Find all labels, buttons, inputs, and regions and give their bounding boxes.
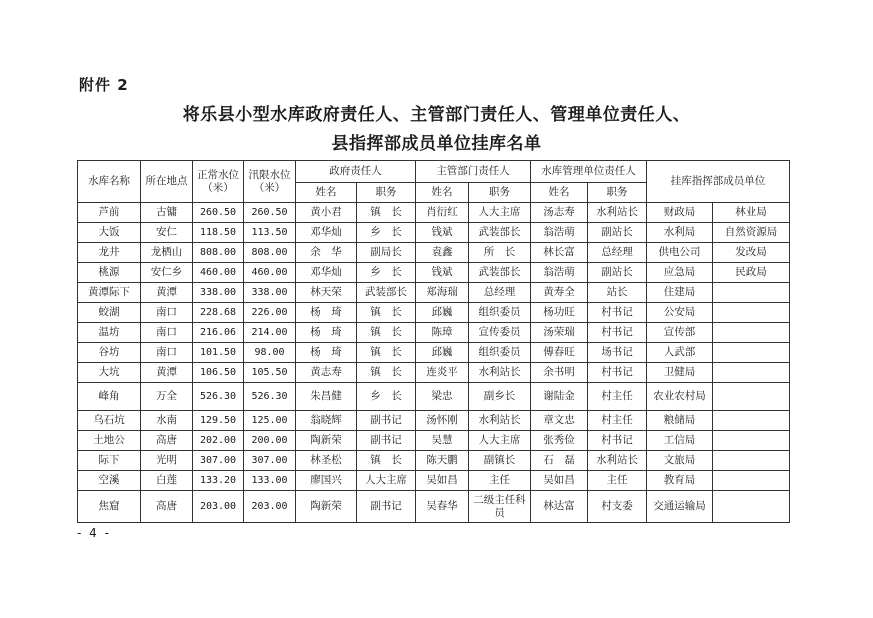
cell-dept-name: 吴慧 [416, 431, 469, 451]
cell-mgmt-name: 石 磊 [531, 451, 588, 471]
cell-normal-level: 133.20 [193, 471, 244, 491]
header-gov-name: 姓名 [296, 183, 357, 203]
cell-normal-level: 202.00 [193, 431, 244, 451]
cell-normal-level: 307.00 [193, 451, 244, 471]
cell-reservoir: 大饭 [78, 223, 141, 243]
cell-reservoir: 际下 [78, 451, 141, 471]
table-row [78, 343, 790, 363]
cell-flood-limit-level: 526.30 [244, 383, 296, 411]
cell-gov-post: 副书记 [357, 491, 416, 523]
cell-dept-name: 陈璋 [416, 323, 469, 343]
cell-location: 高唐 [141, 431, 193, 451]
table-row [78, 363, 790, 383]
cell-dept-name: 郑海瑞 [416, 283, 469, 303]
cell-dept-post: 组织委员 [469, 343, 531, 363]
cell-mgmt-post: 村书记 [588, 363, 647, 383]
cell-mgmt-name: 章文忠 [531, 411, 588, 431]
cell-gov-post: 副局长 [357, 243, 416, 263]
cell-normal-level: 460.00 [193, 263, 244, 283]
cell-dept-post: 人大主席 [469, 431, 531, 451]
cell-dept-name: 连炎平 [416, 363, 469, 383]
cell-location: 黄潭 [141, 363, 193, 383]
cell-normal-level: 216.06 [193, 323, 244, 343]
cell-flood-limit-level: 203.00 [244, 491, 296, 523]
cell-command-unit-2: 自然资源局 [713, 223, 790, 243]
cell-command-unit-1: 工信局 [647, 431, 713, 451]
cell-normal-level: 101.50 [193, 343, 244, 363]
cell-dept-name: 邱巍 [416, 343, 469, 363]
cell-command-unit-2 [713, 343, 790, 363]
cell-command-unit-2 [713, 411, 790, 431]
cell-reservoir: 乌石坑 [78, 411, 141, 431]
cell-dept-post: 人大主席 [469, 203, 531, 223]
cell-flood-limit-level: 133.00 [244, 471, 296, 491]
cell-reservoir: 芦前 [78, 203, 141, 223]
cell-flood-limit-level: 214.00 [244, 323, 296, 343]
cell-command-unit-1: 供电公司 [647, 243, 713, 263]
cell-gov-name: 邓华灿 [296, 223, 357, 243]
cell-mgmt-post: 村书记 [588, 323, 647, 343]
cell-command-unit-2: 林业局 [713, 203, 790, 223]
cell-mgmt-post: 副站长 [588, 263, 647, 283]
cell-flood-limit-level: 808.00 [244, 243, 296, 263]
cell-dept-name: 梁忠 [416, 383, 469, 411]
cell-flood-limit-level: 460.00 [244, 263, 296, 283]
cell-flood-limit-level: 307.00 [244, 451, 296, 471]
table-row [78, 263, 790, 283]
cell-mgmt-name: 张秀俭 [531, 431, 588, 451]
cell-command-unit-2 [713, 431, 790, 451]
cell-reservoir: 土地公 [78, 431, 141, 451]
table-row [78, 411, 790, 431]
cell-command-unit-1: 粮储局 [647, 411, 713, 431]
header-dept-post: 职务 [469, 183, 531, 203]
cell-gov-name: 黄志寿 [296, 363, 357, 383]
cell-command-unit-1: 宣传部 [647, 323, 713, 343]
header-mgmt-post: 职务 [588, 183, 647, 203]
cell-gov-name: 杨 琦 [296, 303, 357, 323]
cell-dept-name: 陈天鹏 [416, 451, 469, 471]
cell-mgmt-name: 傅春旺 [531, 343, 588, 363]
cell-gov-name: 黄小君 [296, 203, 357, 223]
cell-command-unit-2 [713, 383, 790, 411]
cell-normal-level: 203.00 [193, 491, 244, 523]
document-title-line-2: 县指挥部成员单位挂库名单 [331, 134, 542, 154]
cell-location: 安仁乡 [141, 263, 193, 283]
cell-mgmt-name: 翁浩萌 [531, 263, 588, 283]
cell-mgmt-name: 吴如昌 [531, 471, 588, 491]
cell-dept-post: 副镇长 [469, 451, 531, 471]
cell-reservoir: 焦窟 [78, 491, 141, 523]
cell-location: 万全 [141, 383, 193, 411]
cell-location: 龙栖山 [141, 243, 193, 263]
cell-mgmt-name: 翁浩萌 [531, 223, 588, 243]
page-number: - 4 - [77, 526, 111, 540]
cell-command-unit-2: 发改局 [713, 243, 790, 263]
cell-dept-name: 袁鑫 [416, 243, 469, 263]
cell-mgmt-post: 村书记 [588, 431, 647, 451]
cell-normal-level: 338.00 [193, 283, 244, 303]
cell-gov-name: 朱昌健 [296, 383, 357, 411]
cell-flood-limit-level: 226.00 [244, 303, 296, 323]
cell-gov-post: 镇 长 [357, 451, 416, 471]
cell-dept-post: 宣传委员 [469, 323, 531, 343]
cell-gov-name: 邓华灿 [296, 263, 357, 283]
cell-mgmt-name: 林长富 [531, 243, 588, 263]
table-row [78, 491, 790, 523]
reservoir-responsibility-table [77, 160, 790, 523]
cell-mgmt-post: 总经理 [588, 243, 647, 263]
cell-normal-level: 526.30 [193, 383, 244, 411]
cell-flood-limit-level: 113.50 [244, 223, 296, 243]
cell-command-unit-1: 农业农村局 [647, 383, 713, 411]
cell-dept-post: 水利站长 [469, 411, 531, 431]
cell-command-unit-1: 公安局 [647, 303, 713, 323]
cell-command-unit-1: 人武部 [647, 343, 713, 363]
cell-reservoir: 空溪 [78, 471, 141, 491]
cell-mgmt-post: 主任 [588, 471, 647, 491]
header-command-group: 挂库指挥部成员单位 [647, 161, 790, 203]
cell-location: 水南 [141, 411, 193, 431]
cell-dept-post: 武装部长 [469, 263, 531, 283]
cell-mgmt-name: 余书明 [531, 363, 588, 383]
cell-location: 黄潭 [141, 283, 193, 303]
cell-gov-name: 陶新荣 [296, 491, 357, 523]
cell-reservoir: 蛟湖 [78, 303, 141, 323]
cell-flood-limit-level: 98.00 [244, 343, 296, 363]
cell-gov-name: 杨 琦 [296, 323, 357, 343]
cell-command-unit-2 [713, 471, 790, 491]
cell-gov-post: 乡 长 [357, 263, 416, 283]
cell-gov-post: 人大主席 [357, 471, 416, 491]
table-row [78, 383, 790, 411]
cell-mgmt-post: 站长 [588, 283, 647, 303]
table-row [78, 223, 790, 243]
cell-reservoir: 桃源 [78, 263, 141, 283]
cell-flood-limit-level: 200.00 [244, 431, 296, 451]
cell-mgmt-name: 谢陆金 [531, 383, 588, 411]
cell-command-unit-2 [713, 323, 790, 343]
cell-normal-level: 260.50 [193, 203, 244, 223]
cell-mgmt-name: 黄寿全 [531, 283, 588, 303]
cell-dept-post: 副乡长 [469, 383, 531, 411]
cell-location: 白莲 [141, 471, 193, 491]
cell-mgmt-post: 水利站长 [588, 451, 647, 471]
cell-gov-name: 林天荣 [296, 283, 357, 303]
table-row [78, 243, 790, 263]
table-row [78, 323, 790, 343]
cell-gov-post: 副书记 [357, 431, 416, 451]
cell-normal-level: 118.50 [193, 223, 244, 243]
cell-location: 古镛 [141, 203, 193, 223]
cell-gov-name: 林圣松 [296, 451, 357, 471]
cell-dept-post: 二级主任科员 [469, 491, 531, 523]
cell-command-unit-1: 文旅局 [647, 451, 713, 471]
cell-reservoir: 峰角 [78, 383, 141, 411]
cell-location: 安仁 [141, 223, 193, 243]
cell-dept-name: 吴如昌 [416, 471, 469, 491]
attachment-label: 附件 2 [79, 76, 129, 94]
header-gov-post: 职务 [357, 183, 416, 203]
cell-gov-post: 镇 长 [357, 343, 416, 363]
header-normal-level: 正常水位（米） [193, 161, 244, 203]
cell-gov-name: 翁晓辉 [296, 411, 357, 431]
cell-command-unit-1: 应急局 [647, 263, 713, 283]
cell-gov-name: 陶新荣 [296, 431, 357, 451]
table-row [78, 283, 790, 303]
cell-flood-limit-level: 105.50 [244, 363, 296, 383]
header-mgmt-name: 姓名 [531, 183, 588, 203]
cell-flood-limit-level: 338.00 [244, 283, 296, 303]
cell-mgmt-post: 村主任 [588, 383, 647, 411]
table-row [78, 303, 790, 323]
table-row [78, 431, 790, 451]
cell-gov-post: 镇 长 [357, 303, 416, 323]
cell-mgmt-post: 副站长 [588, 223, 647, 243]
cell-dept-name: 肖衍红 [416, 203, 469, 223]
cell-gov-post: 乡 长 [357, 383, 416, 411]
cell-command-unit-1: 水利局 [647, 223, 713, 243]
cell-reservoir: 龙井 [78, 243, 141, 263]
cell-normal-level: 808.00 [193, 243, 244, 263]
cell-location: 高唐 [141, 491, 193, 523]
table-row [78, 203, 790, 223]
cell-location: 南口 [141, 323, 193, 343]
cell-command-unit-2 [713, 451, 790, 471]
cell-dept-name: 钱斌 [416, 223, 469, 243]
cell-dept-post: 主任 [469, 471, 531, 491]
cell-dept-name: 钱斌 [416, 263, 469, 283]
cell-command-unit-2 [713, 303, 790, 323]
table-row [78, 471, 790, 491]
cell-location: 光明 [141, 451, 193, 471]
cell-command-unit-1: 交通运输局 [647, 491, 713, 523]
cell-command-unit-1: 住建局 [647, 283, 713, 303]
cell-mgmt-post: 场书记 [588, 343, 647, 363]
cell-dept-post: 组织委员 [469, 303, 531, 323]
cell-reservoir: 大坑 [78, 363, 141, 383]
cell-flood-limit-level: 260.50 [244, 203, 296, 223]
header-dept-name: 姓名 [416, 183, 469, 203]
cell-mgmt-name: 汤荣瑞 [531, 323, 588, 343]
cell-gov-post: 镇 长 [357, 203, 416, 223]
header-flood-limit-level: 汛限水位（米） [244, 161, 296, 203]
cell-command-unit-2: 民政局 [713, 263, 790, 283]
cell-gov-name: 余 华 [296, 243, 357, 263]
cell-dept-post: 所 长 [469, 243, 531, 263]
cell-mgmt-post: 村主任 [588, 411, 647, 431]
table-row [78, 451, 790, 471]
cell-mgmt-post: 村书记 [588, 303, 647, 323]
document-title-line-1: 将乐县小型水库政府责任人、主管部门责任人、管理单位责任人、 [182, 105, 691, 125]
cell-command-unit-2 [713, 363, 790, 383]
cell-mgmt-post: 村支委 [588, 491, 647, 523]
cell-dept-post: 水利站长 [469, 363, 531, 383]
cell-location: 南口 [141, 343, 193, 363]
cell-dept-post: 武装部长 [469, 223, 531, 243]
cell-gov-post: 乡 长 [357, 223, 416, 243]
cell-location: 南口 [141, 303, 193, 323]
cell-gov-name: 廖国兴 [296, 471, 357, 491]
header-gov-group: 政府责任人 [296, 161, 416, 183]
cell-normal-level: 106.50 [193, 363, 244, 383]
cell-mgmt-name: 杨功旺 [531, 303, 588, 323]
cell-reservoir: 谷坊 [78, 343, 141, 363]
cell-dept-name: 吴春华 [416, 491, 469, 523]
cell-command-unit-2 [713, 491, 790, 523]
cell-dept-name: 汤怀刚 [416, 411, 469, 431]
cell-command-unit-1: 卫健局 [647, 363, 713, 383]
cell-command-unit-1: 教育局 [647, 471, 713, 491]
cell-mgmt-name: 林达富 [531, 491, 588, 523]
cell-mgmt-post: 水利站长 [588, 203, 647, 223]
header-dept-group: 主管部门责任人 [416, 161, 531, 183]
cell-dept-post: 总经理 [469, 283, 531, 303]
cell-normal-level: 228.68 [193, 303, 244, 323]
cell-command-unit-1: 财政局 [647, 203, 713, 223]
cell-gov-post: 镇 长 [357, 323, 416, 343]
cell-normal-level: 129.50 [193, 411, 244, 431]
cell-reservoir: 温坊 [78, 323, 141, 343]
cell-gov-name: 杨 琦 [296, 343, 357, 363]
cell-command-unit-2 [713, 283, 790, 303]
header-reservoir-name: 水库名称 [78, 161, 141, 203]
cell-mgmt-name: 汤志寿 [531, 203, 588, 223]
header-mgmt-group: 水库管理单位责任人 [531, 161, 647, 183]
cell-gov-post: 副书记 [357, 411, 416, 431]
cell-dept-name: 邱巍 [416, 303, 469, 323]
cell-gov-post: 武装部长 [357, 283, 416, 303]
cell-flood-limit-level: 125.00 [244, 411, 296, 431]
cell-gov-post: 镇 长 [357, 363, 416, 383]
header-location: 所在地点 [141, 161, 193, 203]
cell-reservoir: 黄潭际下 [78, 283, 141, 303]
